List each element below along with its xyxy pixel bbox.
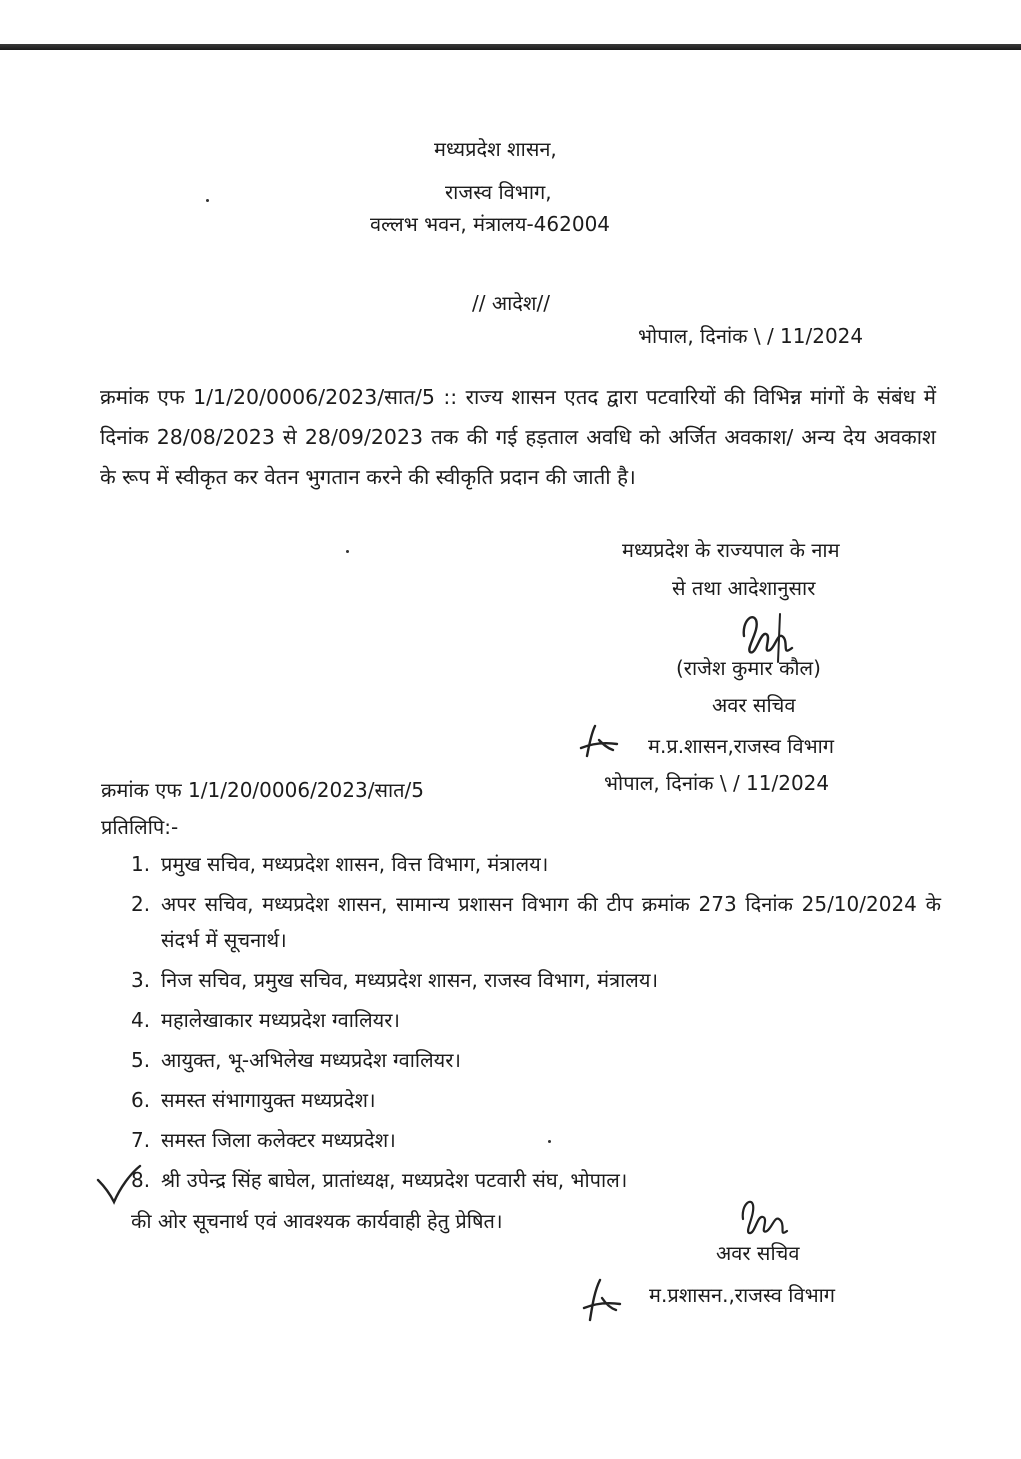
order-heading: // आदेश//: [472, 291, 550, 315]
copy-closing: की ओर सूचनार्थ एवं आवश्यक कार्यवाही हेतु प्रेषित।: [131, 1209, 503, 1233]
list-item: 3. निज सचिव, प्रमुख सचिव, मध्यप्रदेश शासन, राजस्व विभाग, मंत्रालय।: [131, 968, 659, 992]
list-item: 4. महालेखाकार मध्यप्रदेश ग्वालियर।: [131, 1008, 400, 1032]
authority-line1: मध्यप्रदेश के राज्यपाल के नाम: [622, 538, 840, 562]
scan-speck: [346, 550, 349, 553]
top-border: [0, 44, 1021, 50]
copy-office: म.प्रशासन.,राजस्व विभाग: [649, 1283, 836, 1307]
order-place-date: भोपाल, दिनांक \ / 11/2024: [638, 324, 864, 348]
signatory-office: म.प्र.शासन,राजस्व विभाग: [648, 734, 835, 758]
list-item: 5. आयुक्त, भू-अभिलेख मध्यप्रदेश ग्वालियर।: [131, 1048, 462, 1072]
check-mark-icon: [94, 1162, 144, 1206]
scan-speck: [206, 199, 209, 202]
authority-line2: से तथा आदेशानुसार: [672, 576, 816, 600]
list-item: 6. समस्त संभागायुक्त मध्यप्रदेश।: [131, 1088, 376, 1112]
list-item: 8. श्री उपेन्द्र सिंह बाघेल, प्रातांध्यक्ष, मध्यप्रदेश पटवारी संघ, भोपाल।: [131, 1168, 628, 1192]
scan-speck: [548, 1140, 551, 1143]
order-body: क्रमांक एफ 1/1/20/0006/2023/सात/5 :: राज्य शासन एतद द्वारा पटवारियों की विभिन्न मांगों के संबंध में दिनांक 28/08/2023 से 28/09/2023 तक की गई हड़ताल अवधि को अर्जित अवकाश/ अन्य देय अवकाश के रूप में स्वीकृत कर वेतन भुगतान करने की स्वीकृति प्रदान की जाती है।: [100, 385, 936, 489]
copy-reference: क्रमांक एफ 1/1/20/0006/2023/सात/5: [101, 778, 425, 802]
copy-place-date: भोपाल, दिनांक \ / 11/2024: [604, 771, 830, 795]
recipient-list: [131, 846, 941, 1198]
copy-label: प्रतिलिपि:-: [101, 815, 179, 839]
signatory-name: (राजेश कुमार कौल): [676, 656, 821, 680]
copy-designation: अवर सचिव: [716, 1241, 800, 1265]
list-item: 1. प्रमुख सचिव, मध्यप्रदेश शासन, वित्त विभाग, मंत्रालय।: [131, 852, 549, 876]
signature-2: [737, 1195, 793, 1243]
header-department: राजस्व विभाग,: [445, 180, 552, 204]
header-address: वल्लभ भवन, मंत्रालय-462004: [370, 212, 611, 236]
signatory-designation: अवर सचिव: [712, 693, 796, 717]
header-government: मध्यप्रदेश शासन,: [434, 137, 557, 161]
list-item: 7. समस्त जिला कलेक्टर मध्यप्रदेश।: [131, 1128, 396, 1152]
initial-mark-1: [577, 722, 621, 760]
initial-mark-2: [580, 1276, 624, 1324]
list-item: 2. अपर सचिव, मध्यप्रदेश शासन, सामान्य प्रशासन विभाग की टीप क्रमांक 273 दिनांक 25/10/2024 के संदर्भ में सूचनार्थ।: [131, 892, 941, 952]
